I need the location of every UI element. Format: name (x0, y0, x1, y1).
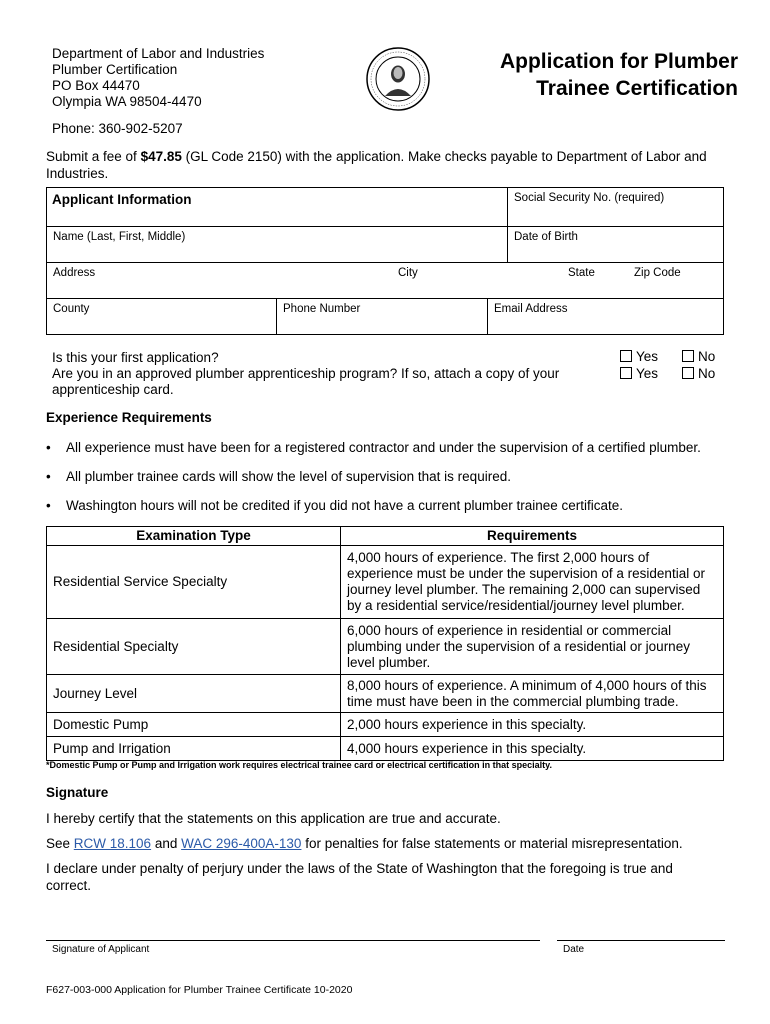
address-line: PO Box 44470 (52, 78, 140, 93)
signature-line[interactable] (46, 940, 540, 941)
state-seal-icon (365, 46, 431, 112)
fee-amount: $47.85 (140, 149, 182, 164)
ssn-label: Social Security No. (required) (514, 192, 665, 204)
address-line: Department of Labor and Industries (52, 46, 265, 61)
q2-yes-option[interactable] (620, 366, 658, 381)
exam-type: Pump and Irrigation (47, 737, 341, 761)
rcw-link[interactable]: RCW 18.106 (73, 836, 152, 851)
table-row (47, 737, 724, 761)
exam-requirement: 6,000 hours of experience in residential or commercial plumbing under the supervision of a residential or journey level plumber. (341, 619, 724, 675)
penalty-statement (46, 835, 683, 852)
zip-label: Zip Code (634, 267, 681, 279)
fee-instructions (46, 148, 736, 182)
column-header: Examination Type (47, 527, 341, 546)
no-label: No (698, 366, 716, 381)
wac-link[interactable]: WAC 296-400A-130 (181, 836, 302, 851)
address-line: Plumber Certification (52, 62, 178, 77)
experience-heading: Experience Requirements (46, 410, 212, 425)
exam-requirement: 4,000 hours of experience. The first 2,000 hours of experience must be under the supervision of a residential or journey level plumber. The remaining 2,000 can supervised by a residential service/residential/journey level plumber. (341, 546, 724, 619)
question-apprenticeship: Are you in an approved plumber apprenticeship program? If so, attach a copy of your apprenticeship card. (52, 366, 560, 397)
table-row (47, 619, 724, 675)
see-suffix: for penalties for false statements or material misrepresentation. (301, 836, 683, 851)
q1-yes-option[interactable] (620, 349, 658, 364)
ssn-field[interactable] (507, 187, 724, 227)
no-label: No (698, 349, 716, 364)
checkbox[interactable] (620, 367, 632, 379)
bullet-text: All plumber trainee cards will show the level of supervision that is required. (66, 469, 511, 484)
title-line: Application for Plumber (499, 50, 738, 73)
exam-requirement: 2,000 hours experience in this specialty. (341, 713, 724, 737)
experience-bullet: • All experience must have been for a registered contractor and under the supervision of a certified plumber. (46, 440, 701, 455)
form-footer: F627-003-000 Application for Plumber Trainee Certificate 10-2020 (46, 984, 353, 996)
exam-requirement: 8,000 hours of experience. A minimum of 4,000 hours of this time must have been in the commercial plumbing trade. (341, 675, 724, 713)
agency-phone: Phone: 360-902-5207 (52, 121, 183, 136)
checkbox[interactable] (620, 350, 632, 362)
table-row (47, 675, 724, 713)
address-line: Olympia WA 98504-4470 (52, 94, 202, 109)
signature-heading: Signature (46, 785, 109, 800)
checkbox[interactable] (682, 367, 694, 379)
exam-type: Domestic Pump (47, 713, 341, 737)
table-footnote: *Domestic Pump or Pump and Irrigation work requires electrical trainee card or electrical certification in that specialty. (46, 760, 552, 770)
email-label: Email Address (494, 303, 568, 315)
state-label: State (568, 267, 595, 279)
and-text: and (151, 836, 182, 851)
exam-type: Journey Level (47, 675, 341, 713)
address-field[interactable] (46, 262, 724, 299)
exam-type: Residential Service Specialty (47, 546, 341, 619)
q1-no-option[interactable] (682, 349, 715, 364)
table-row (47, 546, 724, 619)
phone-label: Phone Number (283, 303, 361, 315)
county-label: County (53, 303, 90, 315)
phone-field[interactable] (276, 298, 488, 335)
exam-requirement: 4,000 hours experience in this specialty. (341, 737, 724, 761)
table-row (47, 713, 724, 737)
agency-address (52, 46, 264, 110)
form-title (500, 48, 738, 102)
county-field[interactable] (46, 298, 277, 335)
dob-label: Date of Birth (514, 231, 578, 243)
perjury-statement: I declare under penalty of perjury under the laws of the State of Washington that the foregoing is true and correct. (46, 861, 673, 893)
fee-prefix: Submit a fee of (46, 149, 141, 164)
experience-bullet: • Washington hours will not be credited if you did not have a current plumber trainee certificate. (46, 498, 624, 513)
q2-no-option[interactable] (682, 366, 715, 381)
column-header: Requirements (341, 527, 724, 546)
title-line: Trainee Certification (536, 77, 738, 100)
bullet-text: Washington hours will not be credited if you did not have a current plumber trainee certificate. (66, 498, 624, 513)
applicant-heading: Applicant Information (52, 192, 192, 207)
signature-label: Signature of Applicant (52, 944, 150, 955)
date-line[interactable] (557, 940, 725, 941)
bullet-text: All experience must have been for a registered contractor and under the supervision of a certified plumber. (66, 440, 701, 455)
dob-field[interactable] (507, 226, 724, 263)
exam-type: Residential Specialty (47, 619, 341, 675)
certify-statement: I hereby certify that the statements on this application are true and accurate. (46, 811, 501, 826)
date-label: Date (563, 944, 585, 955)
address-label: Address (53, 267, 96, 279)
question-first-application: Is this your first application? (52, 350, 219, 365)
experience-bullet: • All plumber trainee cards will show the level of supervision that is required. (46, 469, 511, 484)
name-field[interactable] (46, 226, 508, 263)
table-header-row (47, 527, 724, 546)
city-label: City (398, 267, 418, 279)
examination-table (46, 526, 724, 761)
fee-suffix: (GL Code 2150) with the application. Make checks payable to Department of Labor and Industries. (46, 149, 707, 181)
name-label: Name (Last, First, Middle) (53, 231, 186, 243)
checkbox[interactable] (682, 350, 694, 362)
yes-label: Yes (636, 349, 659, 364)
email-field[interactable] (487, 298, 724, 335)
see-prefix: See (46, 836, 74, 851)
yes-label: Yes (636, 366, 659, 381)
